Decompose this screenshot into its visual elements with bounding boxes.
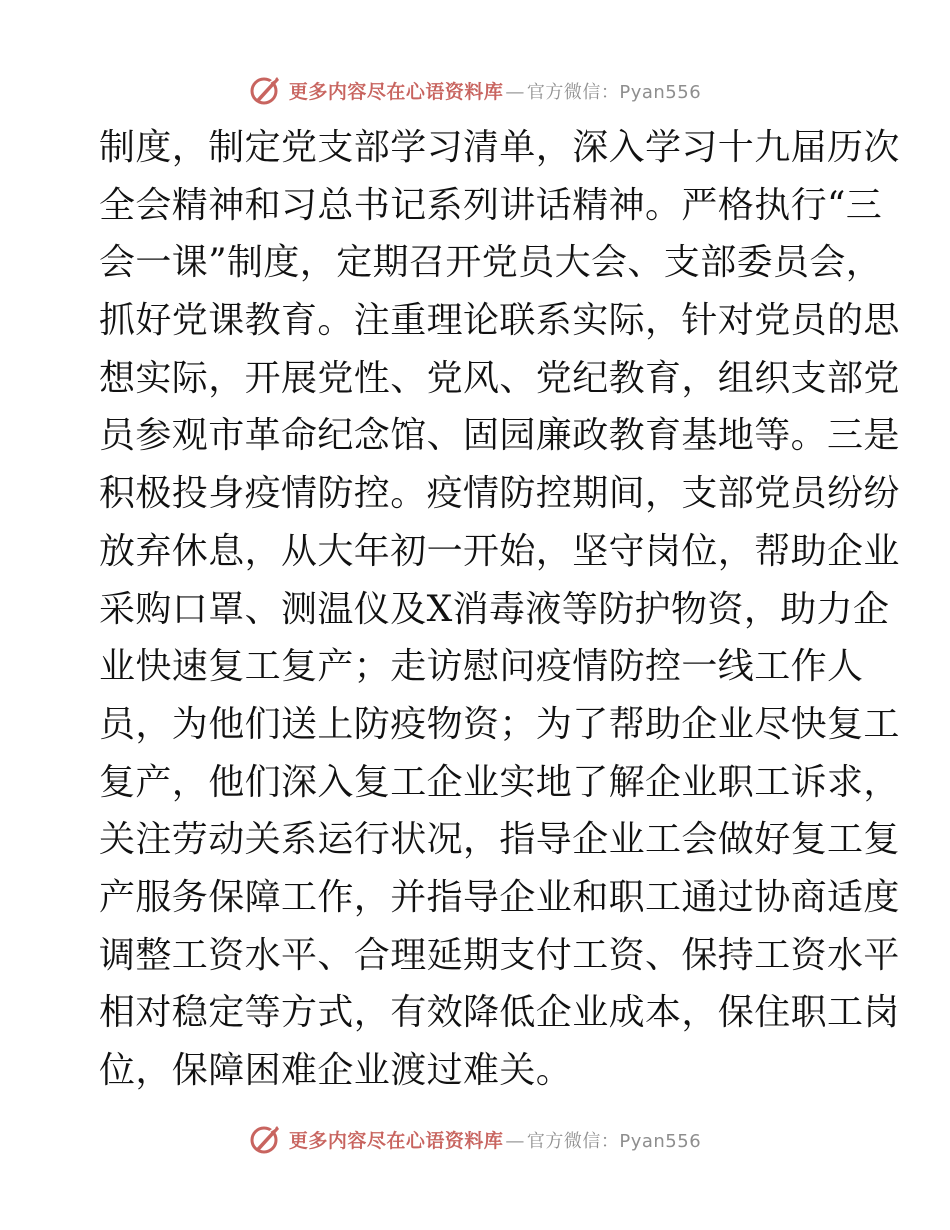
banner-wechat-text: 官方微信：Pyan556 (526, 1130, 702, 1152)
text-line: 位，保障困难企业渡过难关。 (99, 1050, 573, 1091)
text-line: 放弃休息，从大年初一开始，坚守岗位，帮助企业 (99, 530, 900, 572)
text-line: 业快速复工复产；走访慰问疫情防控一线工作人 (99, 646, 864, 688)
text-line: 关注劳动关系运行状况，指导企业工会做好复工复 (99, 819, 900, 861)
text-line: 积极投身疫情防控。疫情防控期间，支部党员纷纷 (99, 473, 900, 515)
text-line: 会一课”制度，定期召开党员大会、支部委员会， (99, 242, 883, 284)
text-line: 采购口罩、测温仪及X消毒液等防护物资，助力企 (99, 588, 890, 630)
text-line: 抓好党课教育。注重理论联系实际，针对党员的思 (99, 300, 900, 342)
text-line: 制度，制定党支部学习清单，深入学习十九届历次 (99, 127, 900, 168)
banner-text (289, 77, 701, 104)
text-line: 复产，他们深入复工企业实地了解企业职工诉求， (99, 761, 900, 803)
text-line: 想实际，开展党性、党风、党纪教育，组织支部党 (99, 357, 900, 399)
document-body (99, 119, 900, 1100)
banner-separator: — (505, 80, 525, 103)
banner-text (289, 1126, 701, 1153)
banner-main-text: 更多内容尽在心语资料库 (288, 80, 504, 103)
banner-wechat-text: 官方微信：Pyan556 (526, 81, 702, 103)
text-line: 产服务保障工作，并指导企业和职工通过协商适度 (99, 876, 900, 918)
quill-circle-logo-icon (249, 73, 283, 107)
text-line: 调整工资水平、合理延期支付工资、保持工资水平 (99, 934, 900, 976)
banner-separator: — (505, 1129, 525, 1152)
text-line: 相对稳定等方式，有效降低企业成本，保住职工岗 (99, 992, 900, 1034)
banner-main-text: 更多内容尽在心语资料库 (288, 1129, 504, 1152)
header-banner (0, 70, 950, 110)
quill-circle-logo-icon (249, 1122, 283, 1156)
text-line: 员参观市革命纪念馆、固园廉政教育基地等。三是 (99, 415, 900, 457)
text-line: 全会精神和习总书记系列讲话精神。严格执行“三 (99, 184, 883, 226)
footer-banner (0, 1119, 950, 1159)
text-line: 员，为他们送上防疫物资；为了帮助企业尽快复工 (99, 703, 900, 745)
